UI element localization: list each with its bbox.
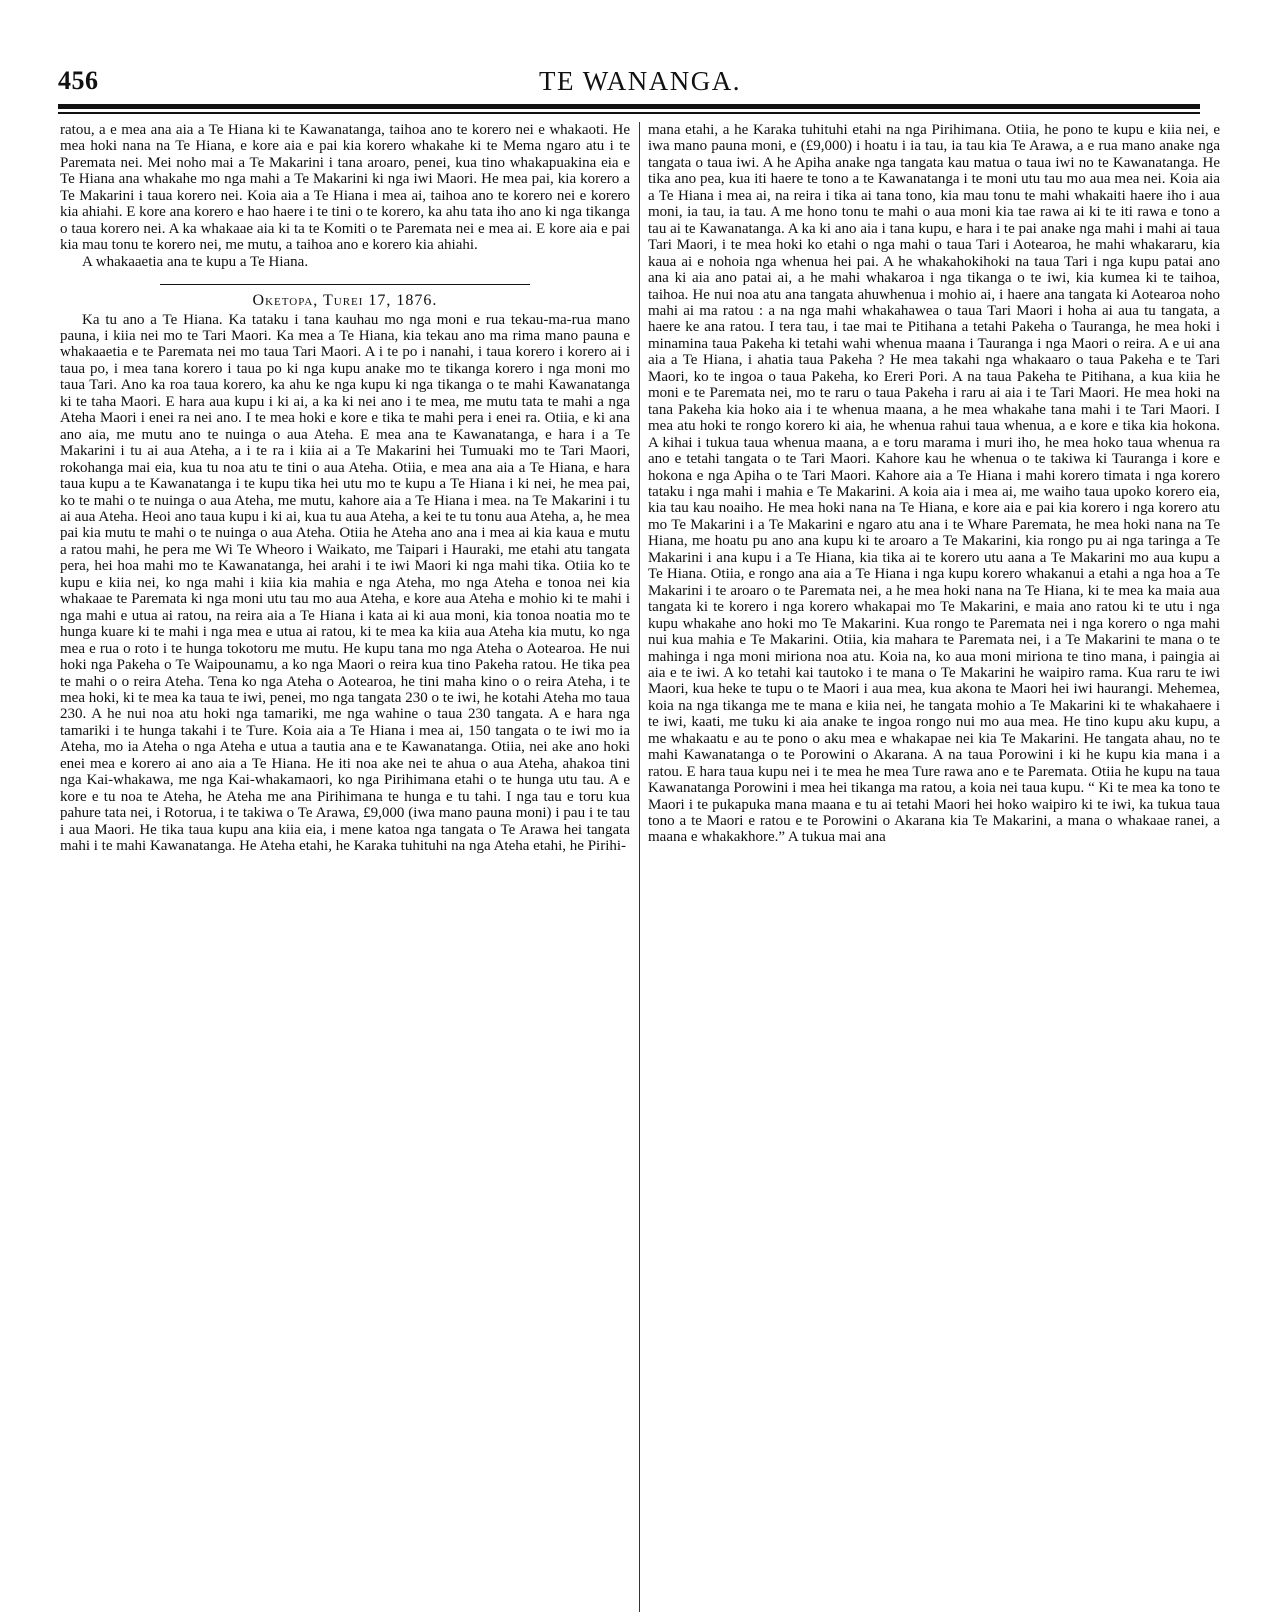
dateline: Oketopa, Turei 17, 1876. [252, 292, 438, 310]
page-number: 456 [58, 66, 99, 95]
column-divider [639, 122, 640, 1612]
header-rule-thick [58, 104, 1200, 109]
left-paragraph-2: A whakaaetia ana te kupu a Te Hiana. [82, 253, 309, 270]
left-paragraph-1: ratou, a e mea ana aia a Te Hiana ki te Kawanatanga, taihoa ano te korero nei e whakaoti. He mea hoki nana na Te Hiana, e kore aia e pai kia korero whakahe ki te Mema ngaro atu i te Paremata nei. Mei noho mai a Te Makarini i tana aroaro, penei, kua tino whakapuakina eia e Te Hiana ana whakahe mo nga mahi a Te Makarini ki nga iwi Maori. He mea pai, kia korero a Te Makarini i taua korero nei. Koia aia a Te Hiana i mea ai, taihoa ano te korero nei e korero kia ahiahi. E kore ana korero e hao haere i te tini o te korero, ka ahu tata iho ano ki nga tikanga o taua korero nei. A ka whakaae aia ki ta te Komiti o te Paremata nei e mea ai. E kore aia e pai kia mau tonu te korero nei, me mutu, a taihoa ano e korero kia ahiahi. [60, 122, 630, 254]
section-divider [160, 284, 530, 285]
page-title: TE WANANGA. [539, 66, 741, 96]
left-column [60, 122, 630, 854]
left-paragraph-3: Ka tu ano a Te Hiana. Ka tataku i tana kauhau mo nga moni e rua tekau-ma-rua mano pauna, i kiia nei mo te Tari Maori. Ka mea a Te Hiana, kia tekau ano ma rima mano pauna e whakaaetia e te Paremata nei mo taua Tari Maori. A i te po i nanahi, i taua korero i korero ai i taua po, i mea tana korero i taua po ki nga kupu anake mo te tikanga korero i nga moni mo taua Tari. Ano ka roa taua korero, ka ahu ke nga kupu ki nga tikanga o te mahi Kawanatanga ki te taha Maori. E hara aua kupu i ki ai, a ka ki nei ano i te mea, me mutu tata te mahi a nga Ateha Maori i enei ra nei ano. I te mea hoki e kore e tika te mahi pera i enei ra. Otiia, e ki ana ano aia, me mutu ano te nuinga o aua Ateha. E mea ana te Kawanatanga, e hara i a Te Makarini i tu ai aua Ateha, a i te ra i kiia ai a Te Makarini hei Tumuaki mo te Tari Maori, rokohanga mai eia, kua tu noa atu te tini o aua Ateha. Otiia, e mea ana aia a Te Hiana, e hara taua kupu a te Kawanatanga i te kupu tika hei utu mo te kupu a Te Hiana i ki nei, he mea pai, ko te mahi o te nuinga o aua Ateha, me mutu, kahore aia a Te Hiana i mea. na Te Makarini i tu ai aua Ateha. Heoi ano taua kupu i ki ai, kua tu aua Ateha, a kei te tu tonu aua Ateha, a, he mea pai kia mutu te mahi o te nuinga o aua Ateha. Otiia he Ateha ano ana i mea ai kia kaua e mutu a ratou mahi, he pera me Wi Te Wheoro i Waikato, me Taipari i Hauraki, me etahi atu tangata pera, hei hoa mahi mo te Kawanatanga, hei arahi i te iwi Maori ki nga mahi tika. Otiia ko te kupu e kiia nei, ko nga mahi i kiia kia mahia e nga Ateha, mo nga Ateha e tonoa nei kia whakaae te Paremata ki nga moni utu tau mo aua Ateha, e kore aua Ateha e mohio ki te mahi i nga mahi e utua ai ratou, na reira aia a Te Hiana i kata ai ki aua moni, kia tonoa noatia mo te hunga kuare ki te mahi i nga mea e utua ai ratou, ki te mea ka kiia aua Ateha kia mutu, ko nga mea e rua o roto i te hunga tokotoru me mutu. He kupu tana mo nga Ateha o Aotearoa. He nui hoki nga Pakeha o Te Waipounamu, a ko nga Maori o reira kua tino Pakeha ratou. He tika pea te mahi o o reira Ateha. Tena ko nga Ateha o Aotearoa, he tini maha kino o o reira Ateha, i te mea hoki, ki te mea ka taua te iwi, penei, mo nga tangata 230 o te iwi, he kotahi Ateha mo taua 230. A he nui noa atu hoki nga tamariki, me nga wahine o taua 230 tangata. A e hara nga tamariki i te hunga takahi i te Ture. Koia aia a Te Hiana i mea ai, 150 tangata o te iwi mo ia Ateha, mo ia Ateha o nga Ateha e utua a tautia ana e te Kawanatanga. Otiia, nei ake ano hoki enei mea e korero ai ano aia a Te Hiana. He iti noa ake nei te ahua o aua Ateha, ahakoa tini nga Kai-whakawa, me nga Kai-whakamaori, ko nga Pirihimana etahi o te hunga utu tau. A e kore e tu noa te Ateha, he Ateha me ana Pirihimana te hunga e tu tahi. I nga tau e toru kua pahure tata nei, i Rotorua, i te takiwa o Te Arawa, £9,000 (iwa mano pauna moni) i pau i te tau i aua Maori. He tika taua kupu ana kiia eia, i mene katoa nga tangata o Te Arawa hei tangata mahi i te mahi Kawanatanga. He Ateha etahi, he Karaka tuhituhi na nga Ateha etahi, he Pirihi- [60, 311, 630, 855]
header-rule-thin [58, 112, 1200, 114]
right-paragraph-1: mana etahi, a he Karaka tuhituhi etahi na nga Pirihimana. Otiia, he pono te kupu e kiia nei, e iwa mano pauna moni, e (£9,000) i hoatu i ia tau, ia tau kia Te Arawa, a e rua mano anake nga tangata o taua iwi. A he Apiha anake nga tangata kau matua o taua iwi no te Kawanatanga. He tika ano pea, kua iti haere te tono a te Kawanatanga i te moni utu tau mo aua mea nei. Koia aia a Te Hiana i mea ai, na reira i tika ai tana tono, kia mau tonu te mahi whakaiti haere iho i aua moni, ia tau, ia tau. A me hono tonu te mahi o aua moni kia tae rawa ai ki te iti rawa e tono a tau ai te Kawanatanga. A ka ki ano aia i tana kupu, e hara i te pai anake nga mahi i mahi ai taua Tari Maori, i te mea hoki ko etahi o nga mahi o taua Tari i Aotearoa, he mahi whakararu, kia kaua ai e nohoia nga whenua hei pai. A he whakahokihoki na taua Tari i nga kupu patai ano ana ki aia ano patai ai, a he mahi whakaroa i nga tikanga o te iwi, kia kumea ki te taihoa, taihoa. He nui noa atu ana tangata ahuwhenua i mohio ai, i haere ana tangata ki Aotearoa noho mahi ai ma ratou : a na nga mahi whakahawea o taua Tari Maori i hoha ai aua tu tangata, a haere ke ana ratou. I tera tau, i tae mai te Pitihana a tetahi Pakeha o Tauranga, he mea hoki i minamina taua Pakeha ki tetahi wahi whenua maana i Tauranga i nga Maori o reira. A e ui ana aia a Te Hiana, i ahatia taua Pakeha ? He mea takahi nga whakaaro o taua Pakeha e te Tari Maori, ko te ingoa o taua Pakeha, ko Ereri Pori. A na taua Pakeha te Pitihana, a kua kiia he moni e te Paremata nei, mo te raru o taua Pakeha i raru ai aia i te Tari Maori. He mea hoki na tana Pakeha kia hoko aia i te whenua maana, a he mea whakahe tana mahi i te Tari Maori. I mea atu hoki te rongo korero ki aia, he whenua rahui taua whenua, a e kore e tika kia hokona. A kihai i tukua taua whenua maana, a e toru marama i muri iho, he mea hoko taua whenua ra ano e tetahi tangata o te Tari Maori. Kahore kau he whenua o te takiwa ki Tauranga i kore e hokona e nga Apiha o te Tari Maori. Kahore aia a Te Hiana i mahi korero timata i nga korero tataku i nga mahi i mahia e Te Makarini. A koia aia i mea ai, me waiho taua upoko korero eia, kia tau kau noaiho. He mea hoki nana na Te Hiana, e kore aia e pai kia korero i nga korero atu mo Te Makarini i a Te Makarini e ngaro atu ana i te Whare Paremata, he mea hoki nana na Te Hiana, me hoatu pu ano ana kupu ki te aroaro a Te Makarini, kia rongo pu ai nga taringa a Te Makarini i ana kupu i a Te Hiana, kia tika ai te korero utu aana a Te Makarini mo aua kupu a Te Hiana. Otiia, e rongo ana aia a Te Hiana i nga kupu korero whakanui a etahi a nga hoa a Te Makarini i te aroaro o te Paremata nei, a he mea hoki nana na Te Hiana, ki te mea ka maia aua tangata ki te korero i nga korero whakapai mo Te Makarini, e maia ano ratou ki te utu i nga kupu whakahe ano hoki mo Te Makarini. Kua rongo te Paremata nei i nga korero o nga mahi nui kua mahia e Te Makarini. Otiia, kia mahara te Paremata nei, i a Te Makarini te mana o te mahinga i nga moni miriona noa atu. Koia na, ko aua moni miriona te tino mana, i paingia ai aia e te iwi. A ko tetahi kai tautoko i te mana o Te Makarini he waipiro rama. Kua raru te iwi Maori, kua heke te tupu o te Maori i aua mea, kua akona te Maori hei iwi haurangi. Mehemea, koia na nga tikanga me te mana e kiia nei, he tangata mohio a Te Makarini ki te whakahaere i te iwi, kaati, me tuku ki aia anake te ingoa rongo nui mo aua mea. He tino kupu aku kupu, a me whakaatu e au te pono o aku mea e whakapae nei kia Te Makarini. He tangata ahau, no te mahi Kawanatanga o te Porowini o Akarana. A na taua Porowini i ki he kupu kia mana i a ratou. E hara taua kupu nei i te mea he mea Ture rawa ano e te Paremata. Otiia he kupu na taua Kawanatanga Porowini i mea hei tikanga ma ratou, a koia nei taua kupu. “ Ki te mea ka tono te Maori i te pukapuka mana maana e tu ai tetahi Maori hei hoko waipiro ki te iwi, ka tukua taua tono a te Maori e ratou e te Porowini o Akarana kia Te Makarini, a mana o whakaae ranei, a maana e whakakhore.” A tukua mai ana [648, 122, 1220, 846]
right-column [648, 122, 1220, 846]
